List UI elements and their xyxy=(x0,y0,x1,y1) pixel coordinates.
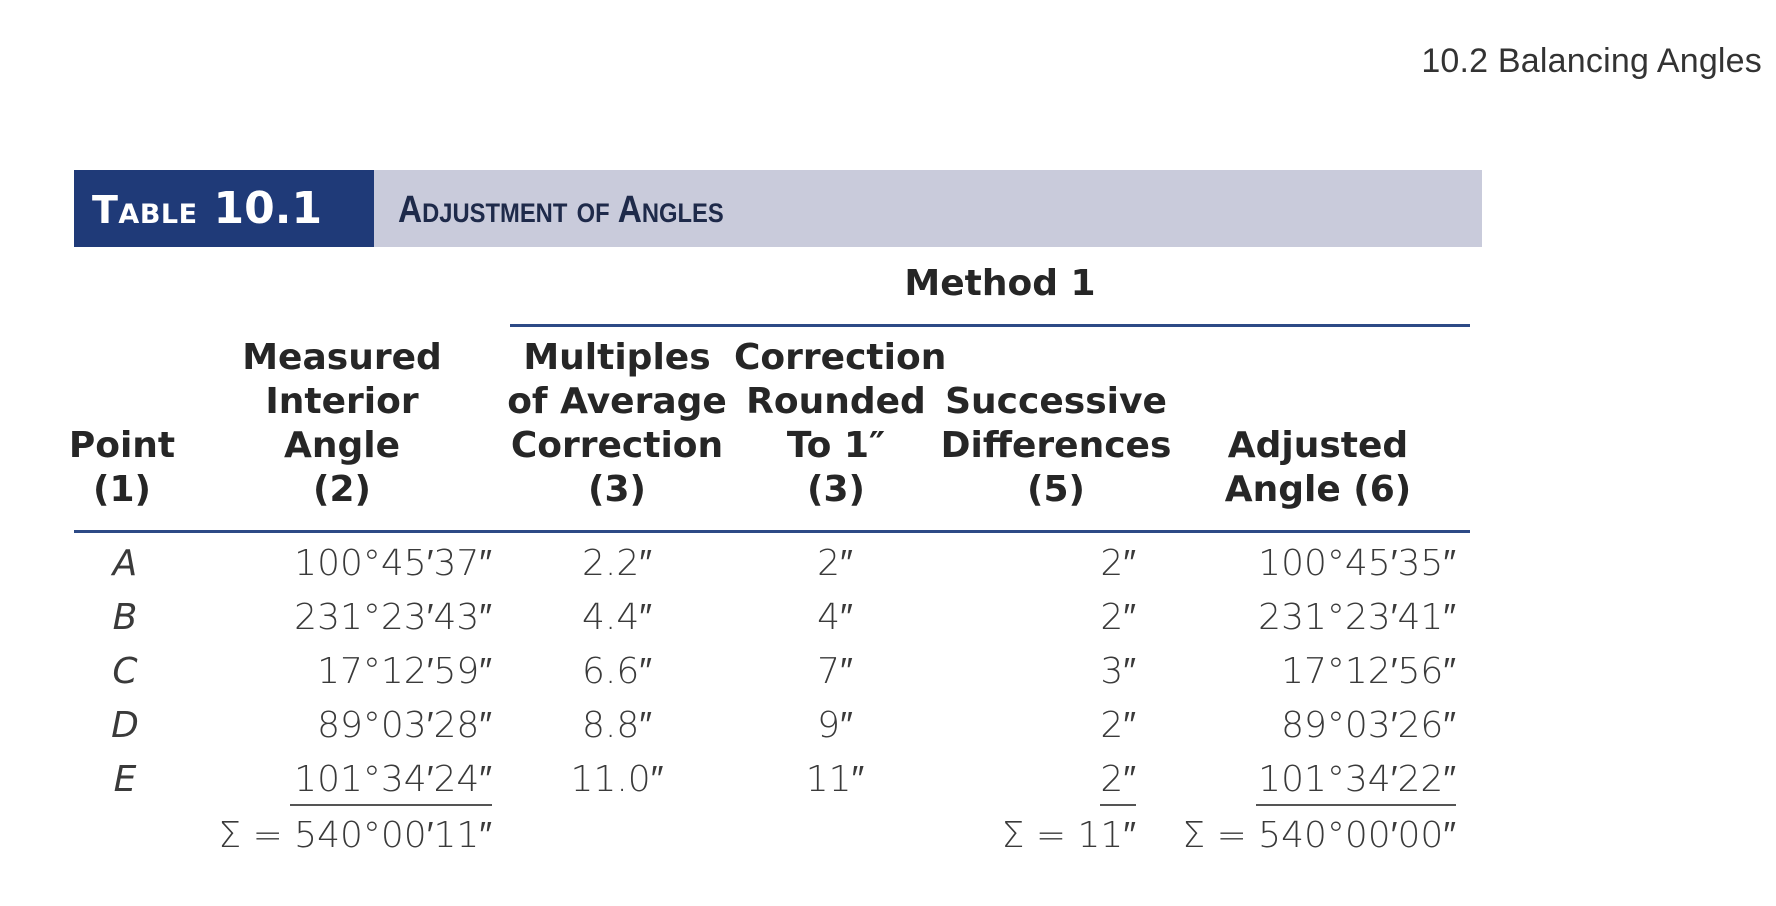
header-successive xyxy=(936,380,1176,512)
header-measured-line: Measured xyxy=(242,337,442,378)
cell-multiples: 8.8″ xyxy=(582,705,652,746)
cell-successive: 2″ xyxy=(1100,597,1136,638)
header-successive-line: Differences xyxy=(940,425,1172,466)
header-rounded-line: To 1″ xyxy=(786,425,886,466)
cell-rounded: 7″ xyxy=(817,651,853,692)
running-head: 10.2 Balancing Angles xyxy=(1421,42,1762,80)
header-adjusted xyxy=(1210,424,1426,512)
cell-adjusted: 231°23′41″ xyxy=(1258,597,1456,638)
header-multiples xyxy=(502,336,732,512)
cell-successive: 2″ xyxy=(1100,705,1136,746)
total-successive: Σ = 11″ xyxy=(1001,815,1136,856)
cell-successive: 3″ xyxy=(1100,651,1136,692)
cell-point: E xyxy=(113,759,137,800)
total-adjusted: Σ = 540°00′00″ xyxy=(1182,815,1456,856)
cell-measured: 89°03′28″ xyxy=(317,705,492,746)
sum-rule-successive xyxy=(1100,804,1136,806)
table-tag-number: 10.1 xyxy=(213,183,323,234)
total-measured: Σ = 540°00′11″ xyxy=(218,815,492,856)
cell-adjusted: 17°12′56″ xyxy=(1281,651,1456,692)
cell-rounded: 4″ xyxy=(817,597,853,638)
method-rule xyxy=(510,324,1470,327)
cell-point: C xyxy=(112,651,138,692)
header-measured-line: Interior xyxy=(265,381,419,422)
cell-measured: 100°45′37″ xyxy=(294,543,492,584)
method-label: Method 1 xyxy=(904,263,1096,304)
header-point xyxy=(60,424,184,512)
header-rule xyxy=(74,530,1470,533)
cell-measured: 17°12′59″ xyxy=(317,651,492,692)
cell-multiples: 2.2″ xyxy=(582,543,652,584)
table-tag-word: Table xyxy=(92,188,198,232)
header-point-line: (1) xyxy=(93,469,151,510)
cell-rounded: 2″ xyxy=(817,543,853,584)
header-successive-line: Successive xyxy=(945,381,1167,422)
cell-multiples: 4.4″ xyxy=(582,597,652,638)
cell-point: A xyxy=(112,543,138,584)
table-number-tag xyxy=(74,170,374,247)
header-measured xyxy=(220,336,464,512)
header-multiples-line: of Average xyxy=(507,381,727,422)
header-successive-line: (5) xyxy=(1027,469,1085,510)
cell-rounded: 11″ xyxy=(805,759,865,800)
header-measured-line: (2) xyxy=(313,469,371,510)
cell-multiples: 6.6″ xyxy=(582,651,652,692)
header-point-line: Point xyxy=(68,425,176,466)
table-title: Adjustment of Angles xyxy=(398,189,724,231)
cell-adjusted: 100°45′35″ xyxy=(1258,543,1456,584)
sum-rule-adjusted xyxy=(1256,804,1456,806)
header-adjusted-line: Adjusted xyxy=(1227,425,1409,466)
header-rounded-line: (3) xyxy=(807,469,865,510)
header-rounded-line: Rounded xyxy=(746,381,926,422)
header-measured-line: Angle xyxy=(283,425,400,466)
header-multiples-line: (3) xyxy=(588,469,646,510)
cell-point: B xyxy=(112,597,138,638)
cell-point: D xyxy=(111,705,139,746)
cell-multiples: 11.0″ xyxy=(570,759,664,800)
cell-measured: 101°34′24″ xyxy=(294,759,492,800)
header-adjusted-line: Angle (6) xyxy=(1224,469,1412,510)
cell-successive: 2″ xyxy=(1100,759,1136,800)
header-multiples-line: Multiples xyxy=(523,337,711,378)
cell-adjusted: 89°03′26″ xyxy=(1281,705,1456,746)
sum-rule-measured xyxy=(290,804,492,806)
cell-measured: 231°23′43″ xyxy=(294,597,492,638)
header-rounded xyxy=(734,336,947,512)
header-multiples-line: Correction xyxy=(510,425,724,466)
cell-rounded: 9″ xyxy=(817,705,853,746)
cell-adjusted: 101°34′22″ xyxy=(1258,759,1456,800)
header-rounded-line: Correction xyxy=(734,337,947,378)
cell-successive: 2″ xyxy=(1100,543,1136,584)
